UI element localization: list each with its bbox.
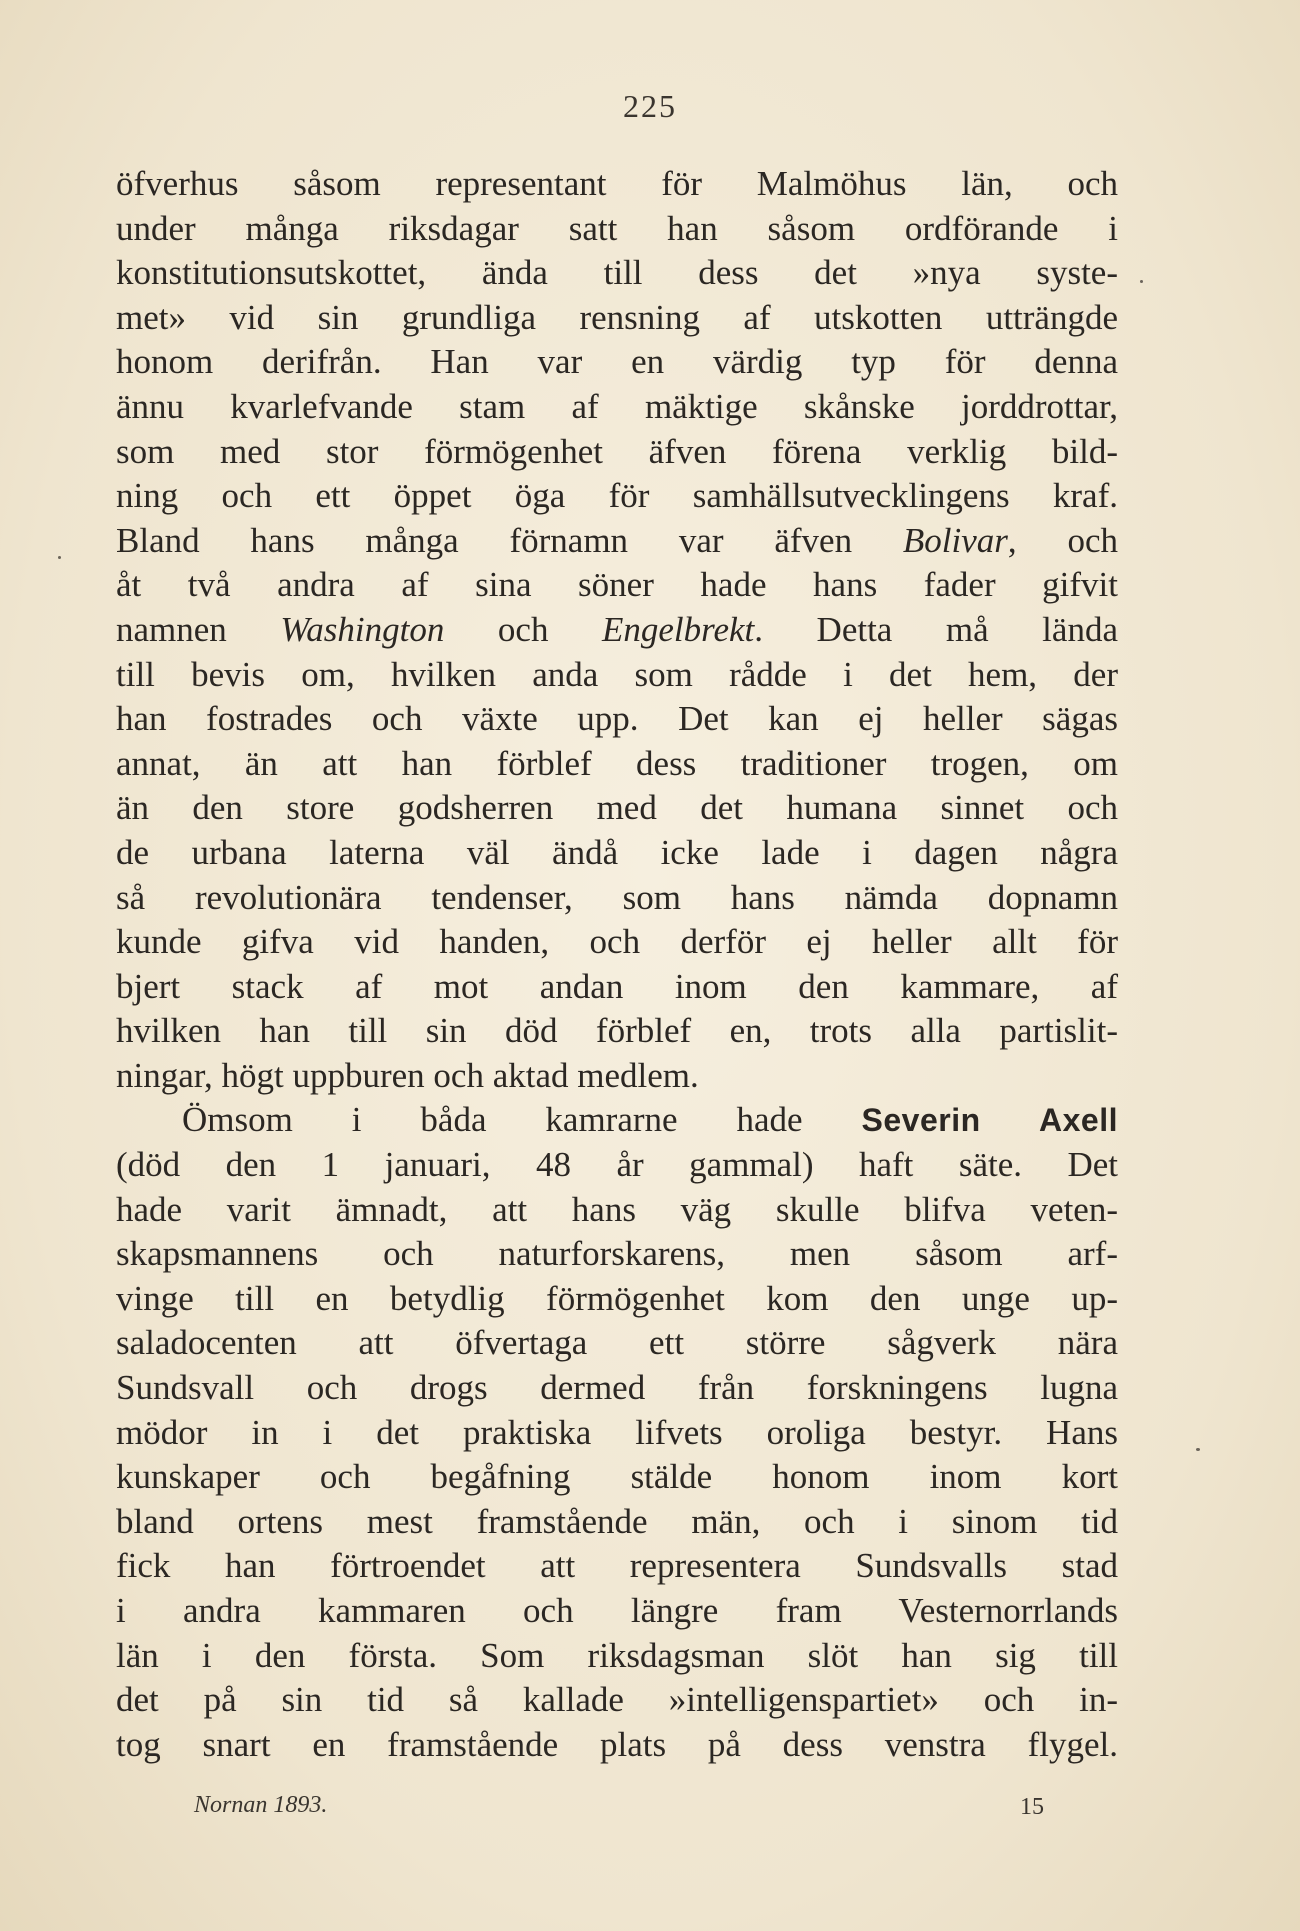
text-line: kunde gifva vid handen, och derför ej heller allt för [116,922,1118,962]
text-line: saladocenten att öfvertaga ett större sågverk nära [116,1323,1118,1363]
text-segment: och [444,609,602,649]
text-line: i andra kammaren och längre fram Vesternorrlands [116,1591,1118,1630]
text-line: åt två andra af sina söner hade hans fader gifvit [116,565,1118,605]
text-line: kunskaper och begåfning stälde honom inom kort [116,1457,1118,1497]
text-line: ning och ett öppet öga för samhällsutvecklingens kraf. [116,476,1118,516]
footer-signature: Nornan 1893. [194,1792,328,1818]
body-text [116,162,1118,1767]
text-line: under många riksdagar satt han såsom ordförande i [116,208,1118,248]
text-line-names [116,608,1118,653]
text-line: konstitutionsutskottet, ända till dess det »nya syste- [116,253,1118,293]
paragraph-start-line [116,1098,1118,1143]
italic-name-bolivar: Bolivar [902,520,1008,560]
text-segment: , och [1007,520,1118,560]
italic-name-washington: Washington [280,609,445,649]
text-line: det på sin tid så kallade »intelligenspartiet» och in- [116,1680,1118,1720]
text-line: som med stor förmögenhet äfven förena verklig bild- [116,431,1118,471]
text-line: mödor in i det praktiska lifvets oroliga bestyr. Hans [116,1412,1118,1452]
italic-name-engelbrekt: Engelbrekt [601,609,755,649]
text-line: honom derifrån. Han var en värdig typ för denna [116,342,1118,382]
text-segment: namnen [116,609,281,649]
text-line: (död den 1 januari, 48 år gammal) haft säte. Det [116,1145,1118,1185]
paragraph-end-line: ningar, högt uppburen och aktad medlem. [116,1055,699,1095]
text-line: han fostrades och växte upp. Det kan ej heller sägas [116,699,1118,739]
text-line: bland ortens mest framstående män, och i sinom tid [116,1501,1118,1541]
text-line: Sundsvall och drogs dermed från forskningens lugna [116,1368,1118,1408]
text-line: tog snart en framstående plats på dess venstra flygel. [116,1724,1118,1764]
footer-sheet-number: 15 [1020,1794,1044,1820]
bold-name-severin-axell: Severin Axell [861,1102,1118,1139]
text-line: vinge till en betydlig förmögenhet kom den unge up- [116,1278,1118,1318]
text-line: till bevis om, hvilken anda som rådde i det hem, der [116,654,1118,694]
text-line: hade varit ämnadt, att hans väg skulle blifva veten- [116,1189,1118,1229]
text-line: öfverhus såsom representant för Malmöhus län, och [116,164,1118,203]
text-segment: Ömsom i båda kamrarne hade [182,1100,862,1140]
page-number: 225 [623,88,677,124]
text-line: annat, än att han förblef dess traditioner trogen, om [116,743,1118,783]
text-line: så revolutionära tendenser, som hans nämda dopnamn [116,877,1118,917]
text-line: met» vid sin grundliga rensning af utskotten utträngde [116,297,1118,337]
paper-speck [1196,1448,1200,1451]
text-line-bolivar [116,519,1118,564]
page-footer [0,1792,1300,1832]
text-segment: . Detta må lända [754,609,1118,649]
text-line: ännu kvarlefvande stam af mäktige skånske jorddrottar, [116,386,1118,426]
text-line: bjert stack af mot andan inom den kammare, af [116,966,1118,1006]
text-line: fick han förtroendet att representera Sundsvalls stad [116,1546,1118,1586]
text-line: än den store godsherren med det humana sinnet och [116,788,1118,828]
paper-speck [58,556,61,559]
text-line: skapsmannens och naturforskarens, men såsom arf- [116,1234,1118,1274]
paper-speck [1140,280,1143,283]
text-line: de urbana laterna väl ändå icke lade i dagen några [116,832,1118,872]
text-line: län i den första. Som riksdagsman slöt han sig till [116,1635,1118,1675]
text-segment: Bland hans många förnamn var äfven [116,520,903,560]
text-line: hvilken han till sin död förblef en, trots alla partislit- [116,1011,1118,1051]
